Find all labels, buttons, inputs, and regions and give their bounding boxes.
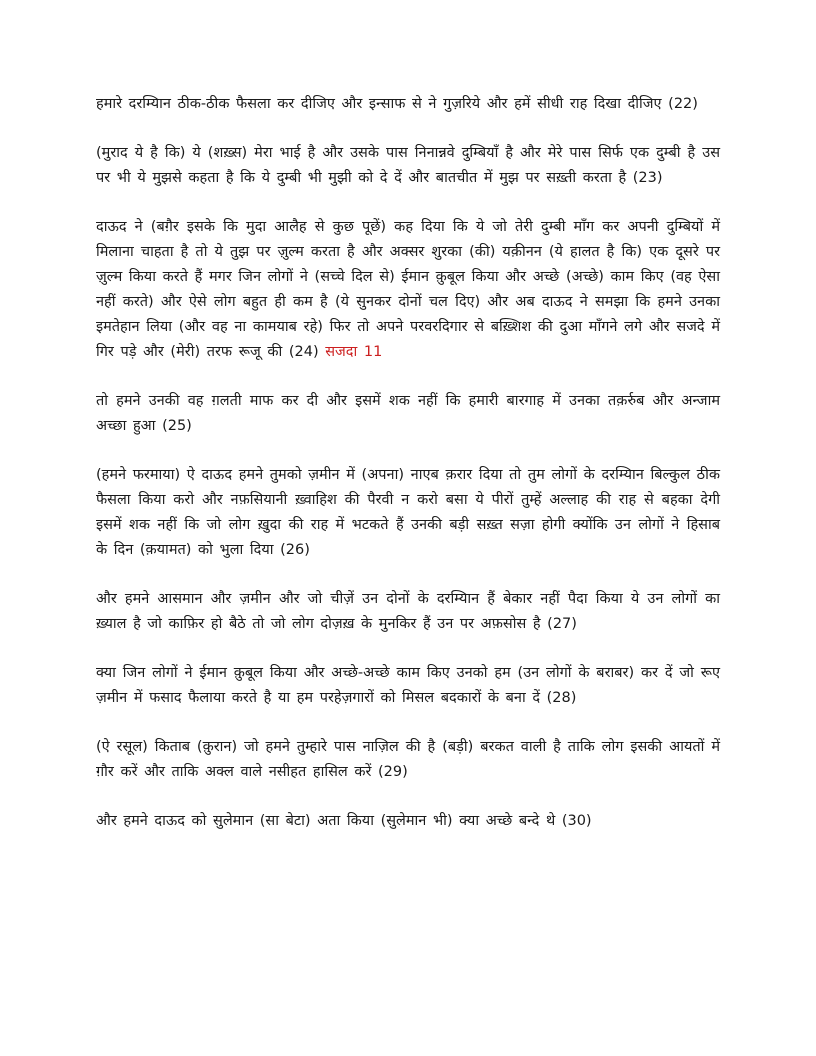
paragraph-text: और हमने आसमान और ज़मीन और जो चीज़ें उन दोनों के दरम्यिान हैं बेकार नहीं पैदा किया ये उन लोगों का ख़्याल है जो काफ़िर हो बैठे तो जो लोग दोज़ख़ के मुनकिर हैं उन पर अफ़सोस है (27) <box>96 591 720 632</box>
paragraph <box>96 463 720 563</box>
paragraph <box>96 92 720 117</box>
paragraph-text: दाऊद ने (बग़ैर इसके कि मुदा आलैह से कुछ पूछें) कह दिया कि ये जो तेरी दुम्बी माँग कर अपनी दुम्बियों में मिलाना चाहता है तो ये तुझ पर ज़ुल्म करता है और अक्सर शुरका (की) यक़ीनन (ये हालत है कि) एक दूसरे पर ज़ुल्म किया करते हैं मगर जिन लोगों ने (सच्चे दिल से) ईमान क़ुबूल किया और अच्छे (अच्छे) काम किए (वह ऐसा नहीं करते) और ऐसे लोग बहुत ही कम है (ये सुनकर दोनों चल दिए) और अब दाऊद ने समझा कि हमने उनका इमतेहान लिया (और वह ना कामयाब रहे) फिर तो अपने परवरदिगार से बख़्शिश की दुआ माँगने लगे और सजदे में गिर पड़े और (मेरी) तरफ रूजू की (24) <box>96 219 720 360</box>
paragraph-text: (हमने फरमाया) ऐ दाऊद हमने तुमको ज़मीन में (अपना) नाएब क़रार दिया तो तुम लोगों के दरम्यिान बिल्कुल ठीक फैसला किया करो और नफ़सियानी ख़्वाहिश की पैरवी न करो बसा ये पीरों तुम्हें अल्लाह की राह से बहका देगी इसमें शक नहीं कि जो लोग ख़ुदा की राह में भटकते हैं उनकी बड़ी सख़्त सज़ा होगी क्योंकि उन लोगों ने हिसाब के दिन (क़यामत) को भुला दिया (26) <box>96 467 720 558</box>
paragraph-text: क्या जिन लोगों ने ईमान क़ुबूल किया और अच्छे-अच्छे काम किए उनको हम (उन लोगों के बराबर) कर दें जो रूए ज़मीन में फसाद फैलाया करते है या हम परहेज़गारों को मिसल बदकारों के बना दें (28) <box>96 665 720 706</box>
paragraph <box>96 215 720 365</box>
paragraph-text: (मुराद ये है कि) ये (शख़्स) मेरा भाई है और उसके पास निनान्नवे दुम्बियाँ है और मेरे पास सिर्फ एक दुम्बी है उस पर भी ये मुझसे कहता है कि ये दुम्बी भी मुझी को दे दें और बातचीत में मुझ पर सख़्ती करता है (23) <box>96 145 720 186</box>
paragraph-text: हमारे दरम्यिान ठीक-ठीक फैसला कर दीजिए और इन्साफ से ने गुज़रिये और हमें सीधी राह दिखा दीजिए (22) <box>96 96 698 112</box>
paragraph <box>96 661 720 711</box>
sajda-marker: सजदा 11 <box>325 344 383 360</box>
paragraph <box>96 735 720 785</box>
paragraph <box>96 389 720 439</box>
paragraph <box>96 809 720 834</box>
paragraph-text: और हमने दाऊद को सुलेमान (सा बेटा) अता किया (सुलेमान भी) क्या अच्छे बन्दे थे (30) <box>96 813 592 829</box>
paragraph <box>96 141 720 191</box>
paragraph-text: (ऐ रसूल) किताब (क़ुरान) जो हमने तुम्हारे पास नाज़िल की है (बड़ी) बरकत वाली है ताकि लोग इसकी आयतों में ग़ौर करें और ताकि अक्ल वाले नसीहत हासिल करें (29) <box>96 739 720 780</box>
paragraph-text: तो हमने उनकी वह ग़लती माफ कर दी और इसमें शक नहीं कि हमारी बारगाह में उनका तक़र्रुब और अन्जाम अच्छा हुआ (25) <box>96 393 720 434</box>
document-page <box>96 92 720 858</box>
paragraph <box>96 587 720 637</box>
